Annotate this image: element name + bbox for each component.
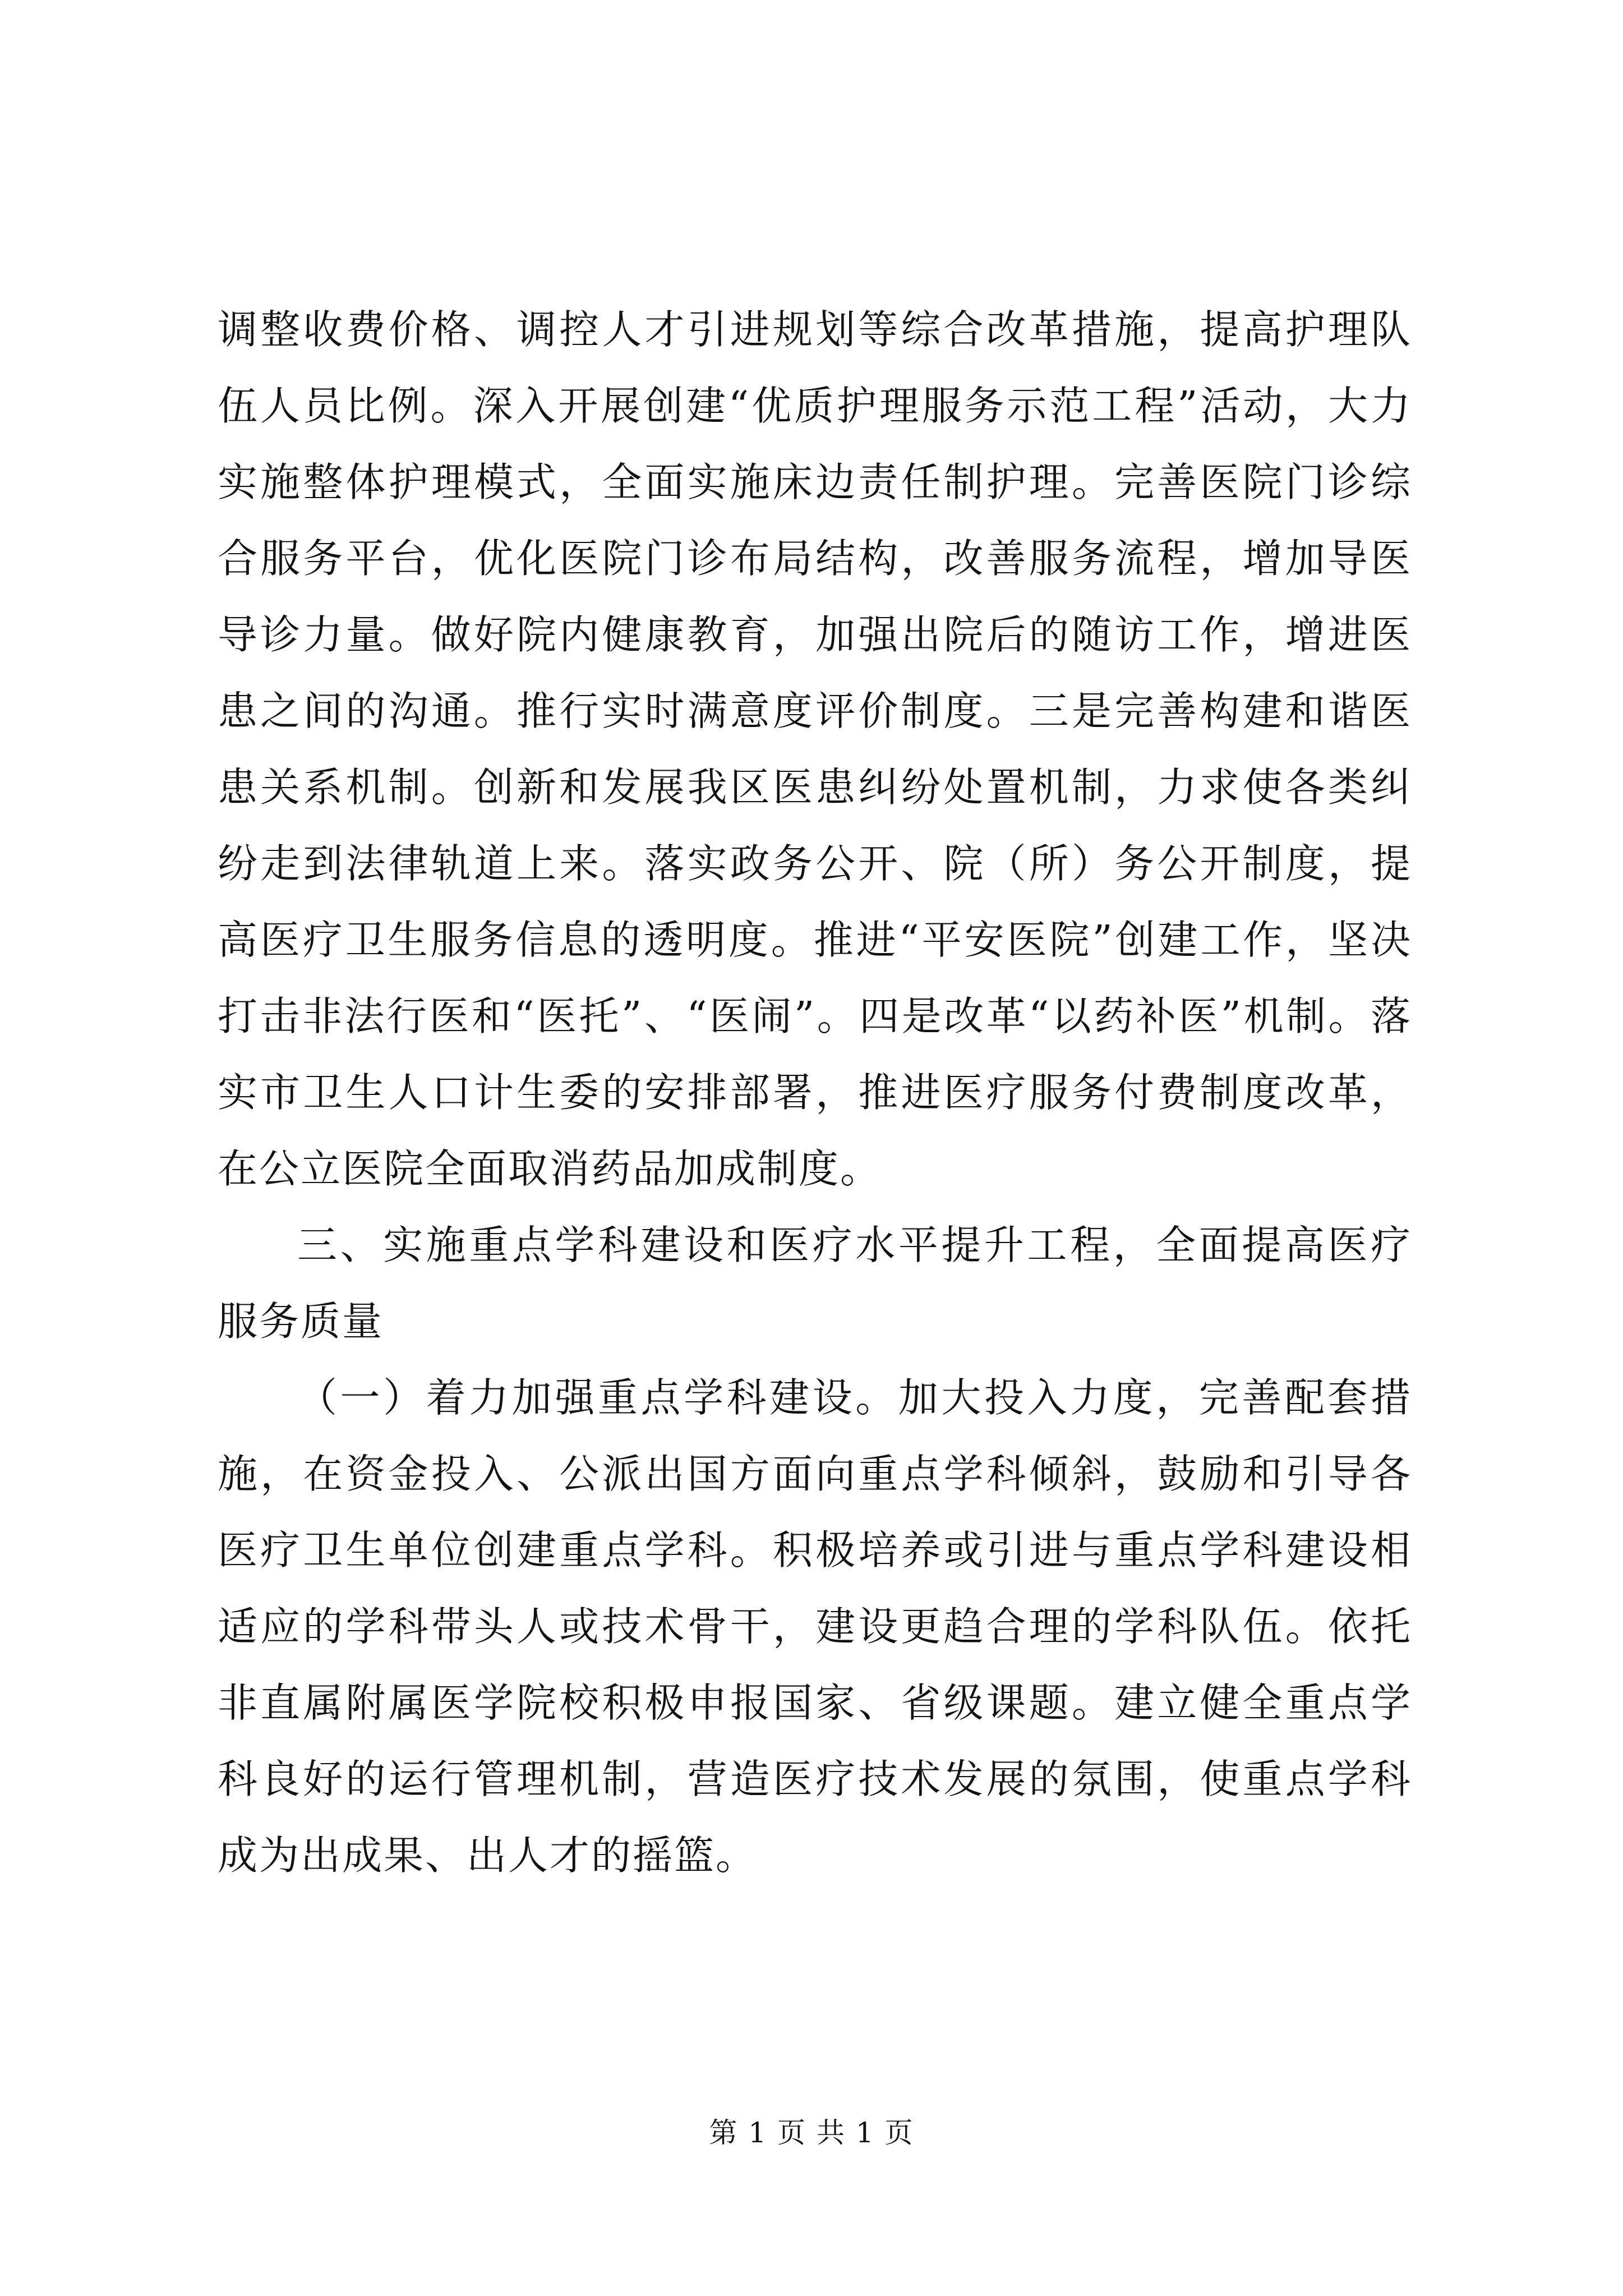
paragraph-reform-measures: 调整收费价格、调控人才引进规划等综合改革措施，提高护理队伍人员比例。深入开展创建“优质护理服务示范工程”活动，大力实施整体护理模式，全面实施床边责任制护理。完善医院门诊综合服务平台，优化医院门诊布局结构，改善服务流程，增加导医导诊力量。做好院内健康教育，加强出院后的随访工作，增进医患之间的沟通。推行实时满意度评价制度。三是完善构建和谐医患关系机制。创新和发展我区医患纠纷处置机制，力求使各类纠纷走到法律轨道上来。落实政务公开、院（所）务公开制度，提高医疗卫生服务信息的透明度。推进“平安医院”创建工作，坚决打击非法行医和“医托”、“医闹”。四是改革“以药补医”机制。落实市卫生人口计生委的安排部署，推进医疗服务付费制度改革，在公立医院全面取消药品加成制度。 [218,306,1412,1192]
document-body [218,292,1412,1894]
paragraph-key-disciplines: （一）着力加强重点学科建设。加大投入力度，完善配套措施，在资金投入、公派出国方面向重点学科倾斜，鼓励和引导各医疗卫生单位创建重点学科。积极培养或引进与重点学科建设相适应的学科带头人或技术骨干，建设更趋合理的学科队伍。依托非直属附属医学院校积极申报国家、省级课题。建立健全重点学科良好的运行管理机制，营造医疗技术发展的氛围，使重点学科成为出成果、出人才的摇篮。 [218,1374,1412,1879]
page-footer: 第 1 页 共 1 页 [709,2116,914,2149]
section-heading-three: 三、实施重点学科建设和医疗水平提升工程，全面提高医疗服务质量 [218,1222,1412,1345]
